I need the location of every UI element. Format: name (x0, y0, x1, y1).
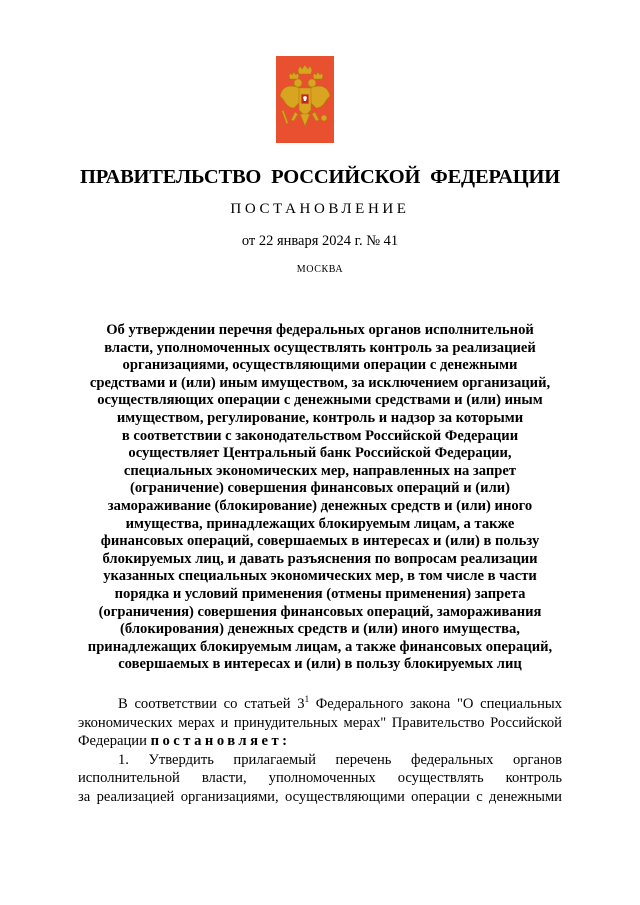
subject-line: имущества, принадлежащих блокируемым лицам, а также (125, 515, 515, 532)
city-label: МОСКВА (296, 264, 344, 275)
preamble-text-continued: Федерального закона "О специальных экономических мерах и принудительных мерах" Правительство Российской Федерации (78, 696, 562, 750)
subject-line: организациями, осуществляющими операции с денежными (122, 357, 518, 374)
subject-line: специальных экономических мер, направленных на запрет (123, 462, 517, 479)
document-type: ПОСТАНОВЛЕНИЕ (230, 201, 410, 217)
subject-line: указанных специальных экономических мер, в том числе в части (103, 568, 537, 585)
subject-line: осуществляющих операции с денежными средствами и (или) иным (97, 392, 543, 409)
subject-line: (блокирования) денежных средств и (или) иного имущества, (120, 621, 520, 638)
paragraph-item-1-line: за реализацией организациями, осуществляющими операции с денежными (78, 788, 562, 805)
subject-line: в соответствии с законодательством Российской Федерации (121, 427, 519, 444)
paragraph-item-1-line: исполнительной власти, уполномоченных осуществлять контроль (78, 770, 562, 787)
subject-line: замораживание (блокирование) денежных средств и (или) иного (107, 497, 533, 514)
document-date-number: от 22 января 2024 г. № 41 (241, 233, 399, 249)
coat-of-arms-icon (276, 56, 334, 143)
decree-verb: постановляет: (150, 733, 291, 750)
subject-line: власти, уполномоченных осуществлять контроль за реализацией (104, 339, 536, 356)
article-superscript: 1 (304, 694, 310, 704)
paragraph-item-1-line: 1. Утвердить прилагаемый перечень федеральных органов (118, 751, 562, 768)
subject-line: (ограничения) совершения финансовых операций, замораживания (98, 603, 542, 620)
subject-line: совершаемых в интересах и (или) в пользу блокируемых лиц (118, 656, 522, 673)
subject-line: Об утверждении перечня федеральных органов исполнительной (106, 322, 534, 338)
document-subject (80, 322, 560, 674)
preamble-text: В соответствии со статьей 3 (118, 696, 305, 712)
subject-line: средствами и (или) иным имуществом, за исключением организаций, (89, 374, 551, 391)
subject-line: имуществом, регулирование, контроль и надзор за которыми (116, 409, 524, 426)
subject-line: блокируемых лиц, и давать разъяснения по вопросам реализации (102, 550, 538, 567)
paragraph-preamble (78, 695, 562, 751)
subject-line: осуществляет Центральный банк Российской Федерации, (128, 445, 512, 462)
document-body (78, 695, 562, 807)
subject-line: (ограничение) совершения финансовых операций и (или) (129, 480, 511, 497)
subject-line: порядка и условий применения (отмены применения) запрета (114, 585, 526, 602)
subject-line: принадлежащих блокируемым лицам, а также финансовых операций, (87, 638, 553, 655)
government-title: ПРАВИТЕЛЬСТВО РОССИЙСКОЙ ФЕДЕРАЦИИ (80, 166, 560, 188)
subject-line: финансовых операций, совершаемых в интересах и (или) в пользу (100, 533, 540, 550)
